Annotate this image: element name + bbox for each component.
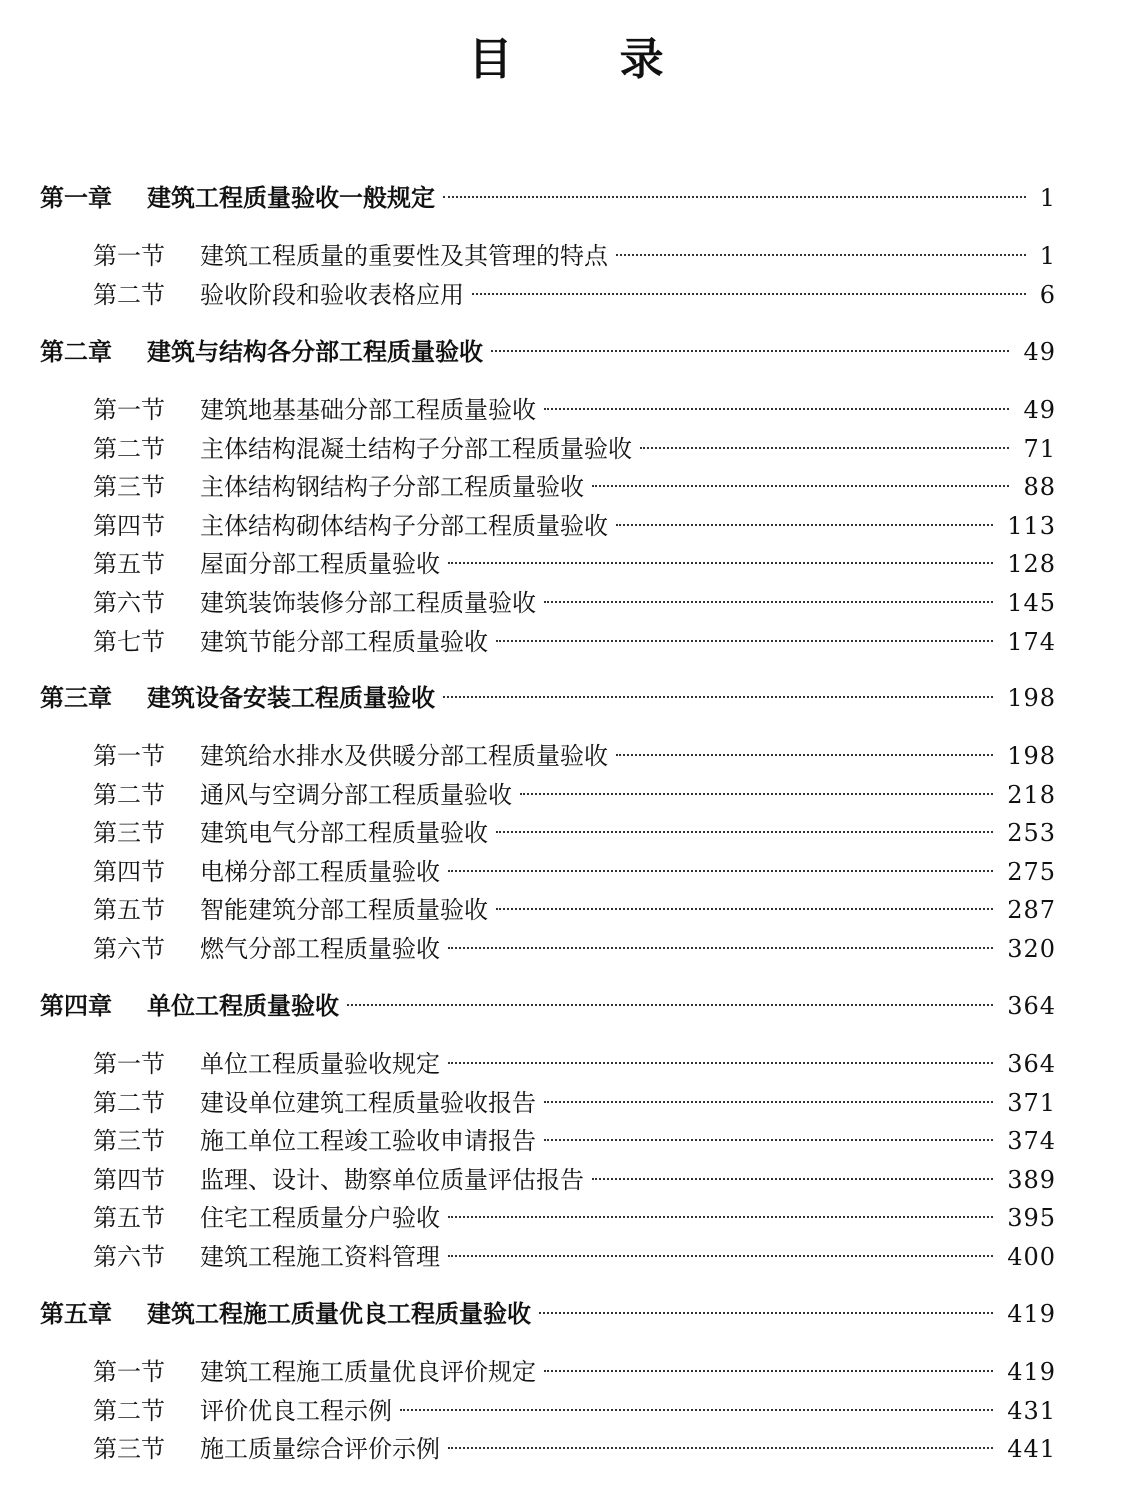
dot-leader [592,485,1009,487]
section-title: 通风与空调分部工程质量验收 [200,780,512,809]
toc-section-entry[interactable] [93,1125,1056,1157]
section-number: 第三节 [93,1435,165,1464]
section-number: 第四节 [93,511,165,540]
dot-leader [448,947,993,949]
chapter-title: 建筑与结构各分部工程质量验收 [147,338,483,366]
section-title: 智能建筑分部工程质量验收 [200,896,488,925]
chapter-title: 单位工程质量验收 [147,992,339,1020]
chapter-title: 建筑设备安装工程质量验收 [147,684,435,712]
toc-section-entry[interactable] [93,240,1056,272]
toc-section-entry[interactable] [93,740,1056,772]
toc-section-entry[interactable] [93,817,1056,849]
page-number: 49 [1023,396,1056,424]
section-title: 屋面分部工程质量验收 [200,550,440,579]
page-number: 198 [1007,684,1056,712]
dot-leader [400,1409,993,1411]
section-number: 第三节 [93,1127,165,1156]
toc-section-entry[interactable] [93,933,1056,965]
dot-leader [448,1216,993,1218]
toc-section-entry[interactable] [93,279,1056,311]
dot-leader [544,408,1009,410]
dot-leader [496,831,993,833]
dot-leader [448,1255,993,1257]
dot-leader [448,870,993,872]
section-title: 验收阶段和验收表格应用 [200,280,464,309]
toc-chapter-entry[interactable] [40,182,1056,214]
section-number: 第二节 [93,1396,165,1425]
page-number: 71 [1023,434,1056,463]
section-title: 主体结构砌体结构子分部工程质量验收 [200,511,608,540]
section-number: 第六节 [93,935,165,963]
page-number: 320 [1007,935,1056,963]
toc-section-entry[interactable] [93,510,1056,542]
section-number: 第二节 [93,1088,165,1117]
section-number: 第六节 [93,1243,165,1271]
toc-chapter-entry[interactable] [40,990,1056,1022]
toc-chapter-entry[interactable] [40,682,1056,714]
toc-section-entry[interactable] [93,548,1056,580]
chapter-number: 第四章 [40,992,112,1020]
section-title: 监理、设计、勘察单位质量评估报告 [200,1165,584,1194]
toc-section-entry[interactable] [93,626,1056,658]
page-number: 374 [1007,1127,1056,1156]
page-number: 49 [1023,338,1056,366]
dot-leader [520,793,993,795]
page-number: 364 [1007,992,1056,1020]
section-number: 第一节 [93,396,165,424]
toc-section-entry[interactable] [93,394,1056,426]
chapter-number: 第二章 [40,338,112,366]
section-title: 燃气分部工程质量验收 [200,935,440,963]
dot-leader [472,293,1026,295]
page-number: 1 [1039,184,1056,212]
page-number: 419 [1007,1300,1056,1328]
toc-section-entry[interactable] [93,433,1056,465]
section-title: 评价优良工程示例 [200,1396,392,1425]
dot-leader [448,1062,993,1064]
section-title: 施工单位工程竣工验收申请报告 [200,1127,536,1156]
section-title: 建筑装饰装修分部工程质量验收 [200,589,536,617]
toc-section-entry[interactable] [93,1356,1056,1388]
dot-leader [544,1370,993,1372]
dot-leader [544,1101,993,1103]
toc-section-entry[interactable] [93,779,1056,811]
dot-leader [539,1312,993,1314]
toc-section-entry[interactable] [93,1087,1056,1119]
toc-section-entry[interactable] [93,856,1056,888]
section-number: 第六节 [93,589,165,617]
dot-leader [616,754,993,756]
dot-leader [592,1178,993,1180]
page-number: 174 [1007,627,1056,656]
section-title: 单位工程质量验收规定 [200,1050,440,1078]
dot-leader [544,1139,993,1141]
section-title: 住宅工程质量分户验收 [200,1204,440,1233]
section-number: 第一节 [93,1358,165,1386]
section-title: 建筑工程施工资料管理 [200,1243,440,1271]
section-number: 第二节 [93,280,165,309]
toc-section-entry[interactable] [93,1241,1056,1273]
section-number: 第二节 [93,434,165,463]
dot-leader [640,447,1009,449]
section-number: 第三节 [93,819,165,848]
toc-section-entry[interactable] [93,1202,1056,1234]
chapter-title: 建筑工程质量验收一般规定 [147,184,435,212]
section-title: 建筑地基基础分部工程质量验收 [200,396,536,424]
dot-leader [443,696,993,698]
section-title: 建筑工程施工质量优良评价规定 [200,1358,536,1386]
dot-leader [496,908,993,910]
section-number: 第三节 [93,473,165,502]
page-number: 400 [1007,1243,1056,1271]
page-number: 364 [1007,1050,1056,1078]
page-number: 431 [1007,1396,1056,1425]
page-number: 88 [1023,473,1056,502]
section-title: 主体结构钢结构子分部工程质量验收 [200,473,584,502]
section-number: 第五节 [93,550,165,579]
toc-section-entry[interactable] [93,1164,1056,1196]
page-number: 395 [1007,1204,1056,1233]
chapter-number: 第一章 [40,184,112,212]
section-number: 第一节 [93,742,165,770]
dot-leader [491,350,1009,352]
page-number: 6 [1039,280,1056,309]
section-number: 第五节 [93,1204,165,1233]
section-title: 建筑节能分部工程质量验收 [200,627,488,656]
section-title: 建设单位建筑工程质量验收报告 [200,1088,536,1117]
page-number: 218 [1007,780,1056,809]
section-title: 建筑电气分部工程质量验收 [200,819,488,848]
toc-chapter-entry[interactable] [40,1298,1056,1330]
dot-leader [616,254,1026,256]
chapter-number: 第三章 [40,684,112,712]
page-number: 371 [1007,1088,1056,1117]
dot-leader [443,196,1026,198]
page-number: 145 [1007,589,1056,617]
section-number: 第四节 [93,1165,165,1194]
section-title: 主体结构混凝土结构子分部工程质量验收 [200,434,632,463]
dot-leader [448,1447,993,1449]
section-title: 建筑工程质量的重要性及其管理的特点 [200,242,608,270]
toc-section-entry[interactable] [93,1395,1056,1427]
section-title: 施工质量综合评价示例 [200,1435,440,1464]
page-number: 198 [1007,742,1056,770]
page-number: 253 [1007,819,1056,848]
section-title: 建筑给水排水及供暖分部工程质量验收 [200,742,608,770]
dot-leader [544,601,993,603]
section-number: 第七节 [93,627,165,656]
page-number: 275 [1007,857,1056,886]
page-number: 441 [1007,1435,1056,1464]
dot-leader [448,562,993,564]
page-number: 128 [1007,550,1056,579]
section-number: 第一节 [93,1050,165,1078]
page-number: 113 [1007,511,1056,540]
section-number: 第五节 [93,896,165,925]
page-number: 287 [1007,896,1056,925]
page-title: 目 录 [468,34,710,85]
toc-section-entry[interactable] [93,894,1056,926]
toc-section-entry[interactable] [93,471,1056,503]
chapter-number: 第五章 [40,1300,112,1328]
dot-leader [616,524,993,526]
page-number: 1 [1039,242,1056,270]
dot-leader [496,640,993,642]
section-number: 第一节 [93,242,165,270]
section-number: 第二节 [93,780,165,809]
toc-section-entry[interactable] [93,1048,1056,1080]
page-number: 419 [1007,1358,1056,1386]
dot-leader [347,1004,993,1006]
section-title: 电梯分部工程质量验收 [200,857,440,886]
section-number: 第四节 [93,857,165,886]
toc-chapter-entry[interactable] [40,336,1056,368]
toc-section-entry[interactable] [93,587,1056,619]
page-number: 389 [1007,1165,1056,1194]
toc-section-entry[interactable] [93,1433,1056,1465]
chapter-title: 建筑工程施工质量优良工程质量验收 [147,1300,531,1328]
